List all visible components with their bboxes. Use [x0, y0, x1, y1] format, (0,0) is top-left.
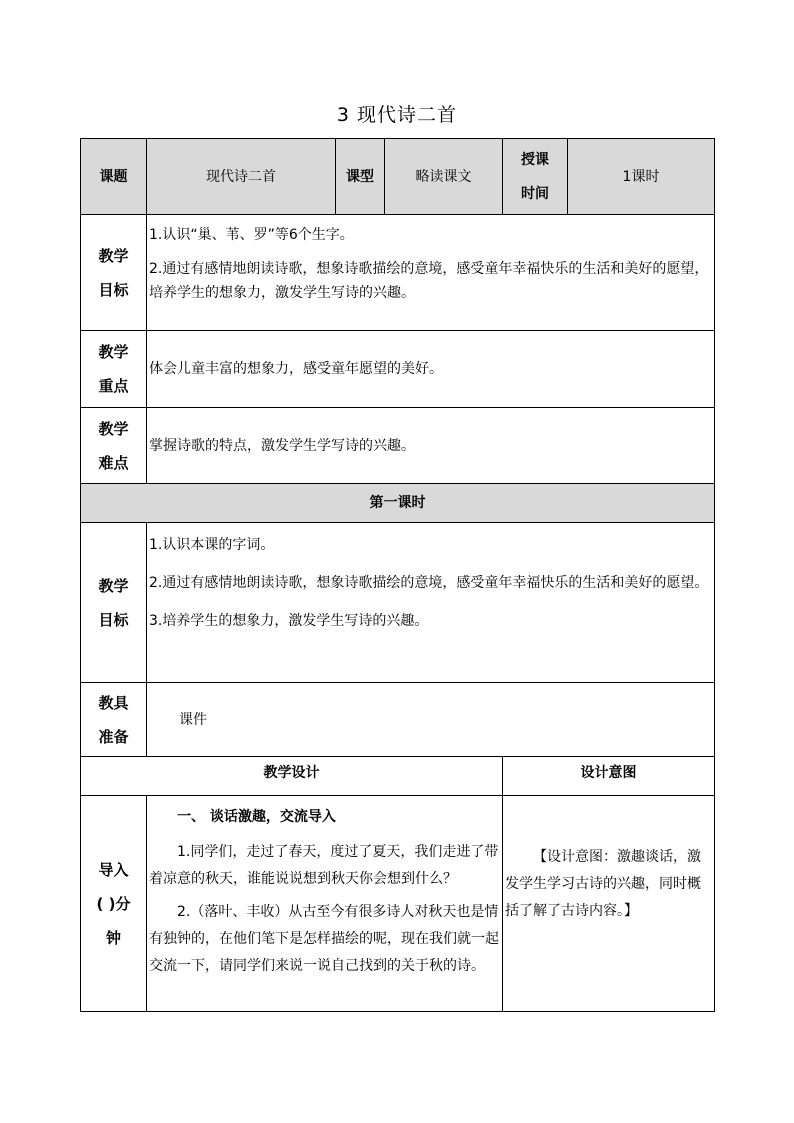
- time-label-line2: 时间: [521, 185, 549, 202]
- design-header-row: [81, 757, 715, 796]
- focus-content: [147, 331, 715, 408]
- difficulty-row: [81, 408, 715, 484]
- design-col-header: 教学设计: [81, 757, 503, 796]
- goals-content: [147, 215, 715, 331]
- difficulty-content: [147, 408, 715, 484]
- focus-row: [81, 331, 715, 408]
- focus-text: 体会儿童丰富的想象力，感受童年愿望的美好。: [149, 361, 443, 377]
- tools-label-line1: 教具: [98, 693, 129, 712]
- difficulty-label-line1: 教学: [98, 419, 129, 438]
- page-title: 3 现代诗二首: [336, 104, 458, 126]
- intro-label-line2: ( )分: [96, 894, 131, 913]
- intro-intent-text: 【设计意图：激趣谈话，激发学生学习古诗的兴趣，同时概括了解了古诗内容。】: [505, 849, 701, 919]
- lesson1-goal-2: 2.通过有感情地朗读诗歌，想象诗歌描绘的意境，感受童年幸福快乐的生活和美好的愿望。: [149, 575, 709, 591]
- tools-label: [81, 683, 147, 757]
- lesson1-goal-1: 1.认识本课的字词。: [149, 537, 275, 553]
- intent-col-header: 设计意图: [503, 757, 715, 796]
- intro-label: [81, 796, 147, 1012]
- header-row: [81, 139, 715, 215]
- lesson1-heading-row: [81, 484, 715, 523]
- focus-label-line2: 重点: [98, 377, 129, 395]
- tools-content: 课件: [147, 683, 715, 757]
- time-label-line1: 授课: [521, 151, 549, 168]
- lesson1-goals-label-line2: 目标: [98, 610, 129, 629]
- goals-label: [81, 215, 147, 331]
- lesson1-goals-content: [147, 523, 715, 683]
- difficulty-label: [81, 408, 147, 484]
- lesson1-goals-row: [81, 523, 715, 683]
- goals-label-line1: 教学: [98, 246, 129, 265]
- goals-row: [81, 215, 715, 331]
- tools-row: [81, 683, 715, 757]
- lesson-plan-table: [80, 138, 715, 1012]
- tools-label-line2: 准备: [98, 727, 129, 746]
- intro-label-line3: 钟: [105, 928, 121, 947]
- intro-paragraph-2: 2.（落叶、丰收）从古至今有很多诗人对秋天也是情有独钟的，在他们笔下是怎样描绘的呢，现在我们就一起交流一下，请同学们来说一说自己找到的关于秋的诗。: [149, 904, 499, 974]
- lesson1-goals-label-line1: 教学: [98, 576, 129, 595]
- time-value: 1课时: [568, 139, 715, 215]
- topic-value: 现代诗二首: [147, 139, 336, 215]
- lesson1-heading: 第一课时: [81, 484, 715, 523]
- type-value: 略读课文: [385, 139, 503, 215]
- intro-paragraph-1: 1.同学们，走过了春天，度过了夏天，我们走进了带着凉意的秋天，谁能说说想到秋天你会想到什么？: [149, 844, 499, 887]
- time-label: [503, 139, 568, 215]
- focus-label-line1: 教学: [98, 343, 129, 361]
- topic-label: 课题: [81, 139, 147, 215]
- difficulty-text: 掌握诗歌的特点，激发学生学写诗的兴趣。: [149, 437, 415, 454]
- goals-label-line2: 目标: [98, 280, 129, 299]
- type-label: 课型: [336, 139, 385, 215]
- focus-label: [81, 331, 147, 408]
- goal-item-2: 2.通过有感情地朗读诗歌，想象诗歌描绘的意境，感受童年幸福快乐的生活和美好的愿望，培养学生的想象力，激发学生写诗的兴趣。: [149, 261, 709, 301]
- goal-item-1: 1.认识“巢、苇、罗”等6个生字。: [149, 227, 354, 243]
- intro-row: [81, 796, 715, 1012]
- intro-label-line1: 导入: [98, 860, 129, 879]
- intro-content: [147, 796, 503, 1012]
- lesson1-goals-label: [81, 523, 147, 683]
- difficulty-label-line2: 难点: [98, 453, 129, 472]
- lesson1-goal-3: 3.培养学生的想象力，激发学生写诗的兴趣。: [149, 613, 429, 629]
- intro-intent-cell: [503, 796, 715, 1012]
- intro-section-title: 一、 谈话激趣，交流导入: [177, 809, 336, 825]
